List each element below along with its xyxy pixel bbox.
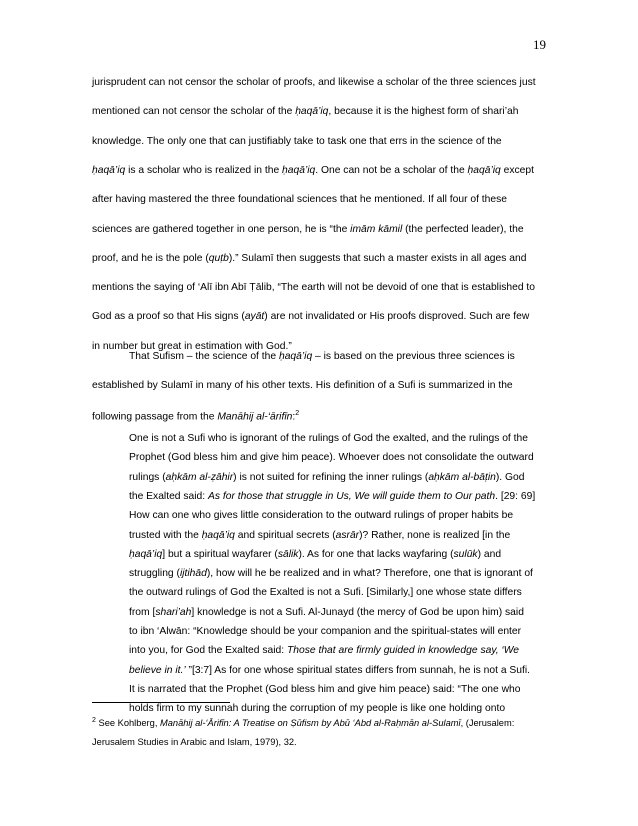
blockquote-line: [129, 607, 524, 618]
footnote-reference: 2: [295, 409, 300, 417]
paragraph-line: [92, 136, 502, 147]
footnote-rule: [92, 702, 230, 703]
text-run: ).” Sulamī then suggests that such a master exists in all ages and: [228, 252, 527, 264]
italic-term: ayāt: [244, 311, 265, 323]
blockquote-line: [129, 587, 522, 598]
italic-term: believe in it.’: [129, 664, 186, 676]
blockquote-line: [129, 510, 513, 521]
text-run: the outward rulings of God the Exalted is not a Sufi. [Similarly,] one whose state differs: [129, 587, 522, 599]
text-run: is a scholar who is realized in the: [125, 164, 283, 176]
text-run: ). As for one that lacks wayfaring (: [298, 548, 454, 560]
text-run: God as a proof so that His signs (: [92, 311, 245, 323]
blockquote-line: [129, 433, 528, 444]
text-run: ] but a spiritual wayfarer (: [162, 548, 278, 560]
footnote-line: [92, 717, 514, 728]
text-run: proof, and he is the pole (: [92, 252, 209, 264]
text-run: except: [500, 164, 534, 176]
text-run: knowledge. The only one that can justifiably take to task one that errs in the science of the: [92, 135, 502, 147]
text-run: mentions the saying of ‘Alī ibn Abī Ṭālib, “The earth will not be devoid of one that is established to: [92, 282, 536, 294]
italic-term: Manāhij al-‘Ārifīn: A Treatise on Ṣūfism by Abū ‘Abd al-Raḥmān al-Sulamī: [160, 718, 461, 729]
footnote-marker: 2: [92, 717, 96, 724]
blockquote-line: [129, 568, 533, 579]
text-run: – is based on the previous three sciences is: [312, 351, 515, 362]
text-run: trusted with the: [129, 529, 202, 541]
text-run: )? Rather, none is realized [in the: [359, 529, 511, 541]
paragraph-line: [92, 194, 507, 205]
blockquote-line: [129, 491, 535, 502]
blockquote-line: [129, 452, 534, 463]
italic-term: ḥaqā’iq: [278, 351, 313, 362]
paragraph-line: [92, 380, 513, 391]
blockquote-line: [129, 626, 521, 637]
footnote-line: [92, 737, 297, 747]
paragraph-line: [92, 410, 299, 422]
italic-term: As for those that struggle in Us, We will guide them to Our path: [208, 490, 496, 502]
text-run: ), how will he be realized and in what? Therefore, one that is ignorant of: [206, 568, 533, 580]
italic-term: sālik: [277, 548, 299, 560]
paragraph-line: [92, 282, 535, 293]
text-run: , because it is the highest form of shari’ah: [328, 106, 519, 118]
blockquote-line: [129, 530, 510, 541]
italic-term: aḥkām al-bāṭin: [428, 471, 496, 483]
italic-term: Those that are firmly guided in knowledge say, ‘We: [286, 645, 519, 657]
italic-term: ḥaqā’iq: [282, 164, 316, 176]
italic-term: ḥaqā’iq: [467, 164, 501, 176]
text-run: ). God: [495, 471, 525, 483]
italic-term: aḥkām al-ẓāhir: [165, 471, 234, 483]
blockquote-line: [129, 549, 501, 560]
blockquote-line: [129, 703, 505, 714]
text-run: to ibn ‘Alwān: “Knowledge should be your companion and the spiritual-states will enter: [129, 626, 522, 637]
text-run: mentioned can not censor the scholar of the: [92, 106, 296, 118]
text-run: . One can not be a scholar of the: [315, 164, 468, 176]
paragraph-line: [92, 351, 515, 362]
italic-term: Manāhij al-‘ārifīn: [217, 411, 293, 423]
italic-term: imām kāmil: [350, 223, 403, 235]
blockquote-line: [129, 645, 519, 656]
text-run: It is narrated that the Prophet (God bless him and give him peace) said: “The one who: [129, 683, 521, 695]
text-run: the Exalted said:: [129, 490, 208, 502]
text-run: struggling (: [129, 568, 180, 580]
blockquote-line: [129, 684, 521, 695]
paragraph-line: [92, 224, 524, 235]
italic-term: shari’ah: [155, 606, 192, 618]
blockquote-line: [129, 472, 525, 483]
text-run: rulings (: [129, 471, 166, 483]
italic-term: ḥaqā’iq: [92, 164, 126, 176]
text-run: Jerusalem Studies in Arabic and Islam, 1979), 32.: [92, 737, 297, 747]
text-run: Prophet (God bless him and give him peace). Whoever does not consolidate the outward: [129, 452, 534, 464]
italic-term: ḥaqā’iq: [129, 548, 163, 560]
text-run: , (Jerusalem:: [460, 718, 515, 729]
text-run: after having mastered the three foundational sciences that he mentioned. If all four of these: [92, 194, 507, 206]
blockquote-line: [129, 665, 530, 676]
text-run: That Sufism – the science of the: [129, 351, 279, 362]
text-run: ] knowledge is not a Sufi. Al-Junayd (the mercy of God be upon him) said: [191, 606, 524, 618]
text-run: into you, for God the Exalted said:: [129, 645, 287, 657]
text-run: :: [292, 411, 296, 423]
text-run: ”[3:7] As for one whose spiritual states differs from sunnah, he is not a Sufi.: [185, 664, 531, 676]
paragraph-line: [92, 106, 518, 117]
text-run: . [29: 69]: [495, 490, 536, 502]
text-run: One is not a Sufi who is ignorant of the rulings of God the exalted, and the rulings of the: [129, 433, 528, 444]
paragraph-line: [92, 77, 536, 88]
text-run: jurisprudent can not censor the scholar of proofs, and likewise a scholar of the three sciences just: [92, 77, 536, 88]
text-run: holds firm to my sunnah during the corruption of my people is like one holding onto: [129, 703, 506, 715]
text-run: ) and: [477, 548, 502, 560]
text-run: ) is not suited for refining the inner rulings (: [233, 471, 429, 483]
text-run: How can one who gives little consideration to the outward rulings of proper habits be: [129, 510, 514, 522]
italic-term: quṭb: [208, 252, 229, 264]
italic-term: sulūk: [453, 548, 478, 560]
italic-term: ijtihād: [179, 568, 207, 580]
text-run: following passage from the: [92, 411, 218, 423]
text-run: sciences are gathered together in one person, he is “the: [92, 223, 351, 235]
paragraph-line: [92, 311, 529, 322]
text-run: in number but great in estimation with God.”: [92, 340, 292, 352]
page-number: 19: [533, 37, 546, 52]
paragraph-line: [92, 253, 526, 264]
italic-term: asrār: [335, 529, 360, 541]
text-run: established by Sulamī in many of his other texts. His definition of a Sufi is summarized in the: [92, 380, 513, 392]
text-run: from [: [129, 606, 156, 618]
italic-term: ḥaqā’iq: [201, 529, 235, 541]
text-run: See Kohlberg,: [95, 718, 160, 729]
text-run: and spiritual secrets (: [234, 529, 336, 541]
italic-term: ḥaqā’iq: [295, 106, 329, 118]
text-run: ) are not invalidated or His proofs disproved. Such are few: [264, 311, 530, 323]
paragraph-line: [92, 165, 534, 176]
text-run: (the perfected leader), the: [402, 223, 524, 235]
